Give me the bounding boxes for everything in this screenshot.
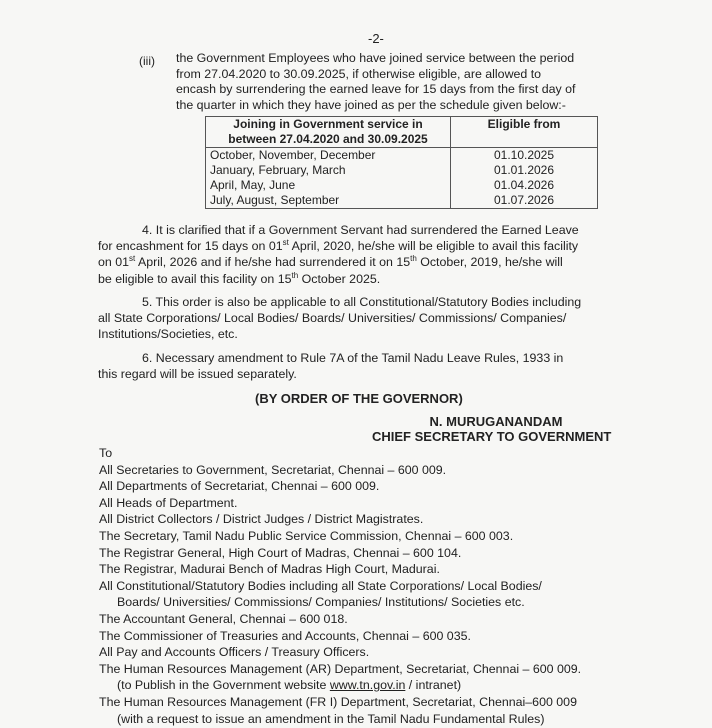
table-row — [206, 193, 598, 209]
website-link[interactable]: www.tn.gov.in — [329, 678, 406, 693]
para5-line2: all State Corporations/ Local Bodies/ Boards/ Universities/ Commissions/ Companies/ — [98, 311, 567, 326]
publish-note-suffix: / intranet) — [405, 678, 462, 693]
para4-line1: 4. It is clarified that if a Government Servant had surrendered the Earned Leave — [142, 223, 579, 237]
eligibility-schedule-table — [205, 116, 598, 209]
header-joining-line2: between 27.04.2020 and 30.09.2025 — [228, 132, 428, 146]
distribution-list — [99, 445, 581, 727]
list-item: (with a request to issue an amendment in the Tamil Nadu Fundamental Rules) — [117, 711, 545, 726]
list-item: The Secretary, Tamil Nadu Public Service Commission, Chennai – 600 003. — [99, 528, 514, 543]
row-date: 01.07.2026 — [451, 193, 598, 209]
paragraph-4 — [98, 222, 604, 287]
para4-line3-sup: st — [129, 254, 136, 264]
para4-line4 — [98, 271, 604, 287]
para4-line4-sup: th — [291, 270, 299, 280]
list-item: The Registrar, Madurai Bench of Madras High Court, Madurai. — [99, 562, 440, 577]
list-item: The Human Resources Management (AR) Department, Secretariat, Chennai – 600 009. — [99, 661, 582, 676]
para4-line4-a: be eligible to avail this facility on 15 — [98, 271, 292, 286]
signatory-name: N. MURUGANANDAM — [429, 414, 563, 429]
row-months: July, August, September — [206, 193, 451, 209]
list-item: All Heads of Department. — [99, 495, 238, 510]
para4-line2 — [98, 238, 604, 254]
paragraph-6 — [98, 350, 604, 382]
table-row — [206, 178, 598, 193]
clause-line: the Government Employees who have joined service between the period — [176, 51, 575, 65]
header-eligible-from: Eligible from — [451, 117, 598, 148]
para5-line3: Institutions/Societies, etc. — [98, 327, 238, 342]
paragraph-5 — [98, 294, 604, 343]
para4-line3 — [98, 254, 604, 270]
table-row — [206, 148, 598, 164]
para4-line4-b: October 2025. — [298, 271, 381, 286]
clause-line: encash by surrendering the earned leave for 15 days from the first day of — [176, 82, 576, 97]
row-date: 01.10.2025 — [451, 148, 598, 164]
list-item: The Human Resources Management (FR I) Department, Secretariat, Chennai–600 009 — [99, 694, 577, 709]
list-item: All District Collectors / District Judges / District Magistrates. — [99, 512, 424, 527]
para5-line1: 5. This order is also be applicable to all Constitutional/Statutory Bodies including — [142, 295, 582, 309]
row-months: April, May, June — [206, 178, 451, 193]
para6-line2: this regard will be issued separately. — [98, 367, 297, 382]
para4-line3-c: October, 2019, he/she will — [416, 255, 563, 270]
list-item: The Registrar General, High Court of Madras, Chennai – 600 104. — [99, 545, 462, 560]
clause-line: the quarter in which they have joined as per the schedule given below:- — [176, 97, 566, 112]
row-months: October, November, December — [206, 148, 451, 164]
to-label: To — [99, 446, 113, 460]
para6-line1: 6. Necessary amendment to Rule 7A of the Tamil Nadu Leave Rules, 1933 in — [142, 351, 564, 365]
para4-line2-b: April, 2020, he/she will be eligible to avail this facility — [288, 239, 579, 254]
list-item: All Constitutional/Statutory Bodies including all State Corporations/ Local Bodies/ — [99, 578, 542, 593]
row-months: January, February, March — [206, 163, 451, 178]
table-header-row — [206, 117, 598, 148]
list-item: The Commissioner of Treasuries and Accounts, Chennai – 600 035. — [99, 628, 471, 643]
list-item: The Accountant General, Chennai – 600 018. — [99, 611, 348, 626]
clause-number: (iii) — [139, 54, 155, 68]
clause-line: from 27.04.2020 to 30.09.2025, if otherwise eligible, are allowed to — [176, 66, 542, 81]
header-joining — [206, 117, 451, 148]
para4-line2-sup: st — [282, 238, 289, 248]
publish-note: (to Publish in the Government website — [117, 678, 330, 693]
table-row — [206, 163, 598, 178]
para4-line3-a: on 01 — [98, 255, 130, 270]
header-joining-line1: Joining in Government service in — [233, 117, 423, 131]
para4-line2-a: for encashment for 15 days on 01 — [98, 239, 283, 254]
page-number: -2- — [368, 31, 384, 46]
list-item: Boards/ Universities/ Commissions/ Companies/ Institutions/ Societies etc. — [117, 595, 525, 610]
list-item: All Departments of Secretariat, Chennai – 600 009. — [99, 479, 380, 494]
by-order-line: (BY ORDER OF THE GOVERNOR) — [255, 391, 463, 406]
signatory-title: CHIEF SECRETARY TO GOVERNMENT — [372, 429, 612, 444]
clause-iii-text — [176, 51, 620, 113]
para4-line3-sup2: th — [410, 254, 417, 264]
list-item: All Pay and Accounts Officers / Treasury Officers. — [99, 645, 370, 660]
list-item — [99, 677, 581, 694]
list-item: All Secretaries to Government, Secretariat, Chennai – 600 009. — [99, 462, 447, 477]
row-date: 01.01.2026 — [451, 163, 598, 178]
row-date: 01.04.2026 — [451, 178, 598, 193]
para4-line3-b: April, 2026 and if he/she had surrendered it on 15 — [135, 255, 411, 270]
